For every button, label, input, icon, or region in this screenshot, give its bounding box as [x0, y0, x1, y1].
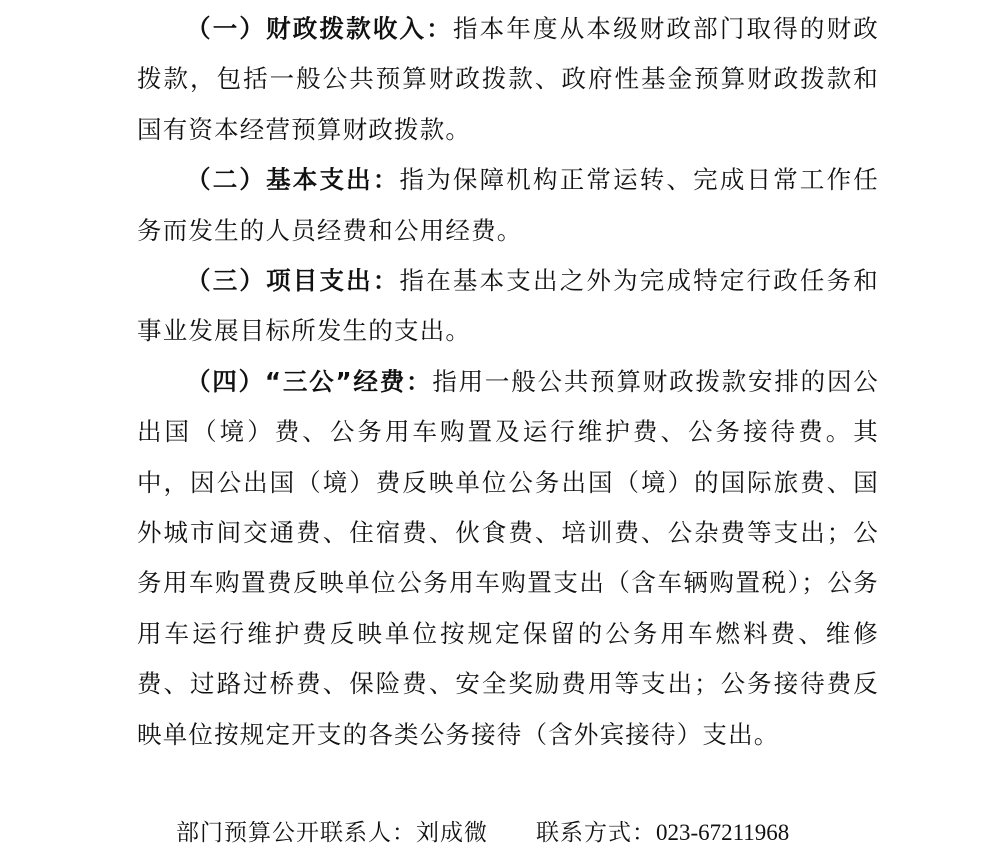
contact-footer	[176, 814, 789, 847]
contact-phone: 023-67211968	[656, 820, 790, 845]
definition-term: （二）基本支出	[186, 165, 373, 195]
definition-text: 指为保障机构正常运转、完成日常工作任务而发生的人员经费和公用经费。	[137, 165, 879, 245]
document-body	[137, 4, 879, 760]
definition-term: （一）财政拨款收入	[186, 14, 427, 43]
definition-paragraph-4	[137, 357, 879, 760]
contact-label: 部门预算公开联系人：	[176, 820, 416, 846]
definition-text: 指在基本支出之外为完成特定行政任务和事业发展目标所发生的支出。	[137, 266, 879, 346]
term-colon: ：	[426, 14, 453, 43]
definition-paragraph-1	[137, 4, 879, 155]
definition-text: 指用一般公共预算财政拨款安排的因公出国（境）费、公务用车购置及运行维护费、公务接待费。其中，因公出国（境）费反映单位公务出国（境）的国际旅费、国外城市间交通费、住宿费、伙食费、培训费、公杂费等支出；公务用车购置费反映单位公务用车购置支出（含车辆购置税）；公务用车运行维护费反映单位按规定保留的公务用车燃料费、维修费、过路过桥费、保险费、安全奖励费用等支出；公务接待费反映单位按规定开支的各类公务接待（含外宾接待）支出。	[137, 366, 879, 749]
contact-method-label: 联系方式：	[536, 820, 656, 846]
term-colon: ：	[372, 165, 400, 195]
term-colon: ：	[372, 266, 400, 296]
term-colon: ：	[406, 366, 433, 396]
definition-paragraph-2	[137, 155, 879, 256]
definition-paragraph-3	[137, 256, 879, 357]
contact-name: 刘成微	[416, 820, 488, 846]
definition-term: （三）项目支出	[186, 266, 373, 296]
definition-term: （四）“三公”经费	[186, 366, 406, 396]
definition-text: 指本年度从本级财政部门取得的财政拨款，包括一般公共预算财政拨款、政府性基金预算财政拨款和国有资本经营预算财政拨款。	[137, 14, 880, 144]
